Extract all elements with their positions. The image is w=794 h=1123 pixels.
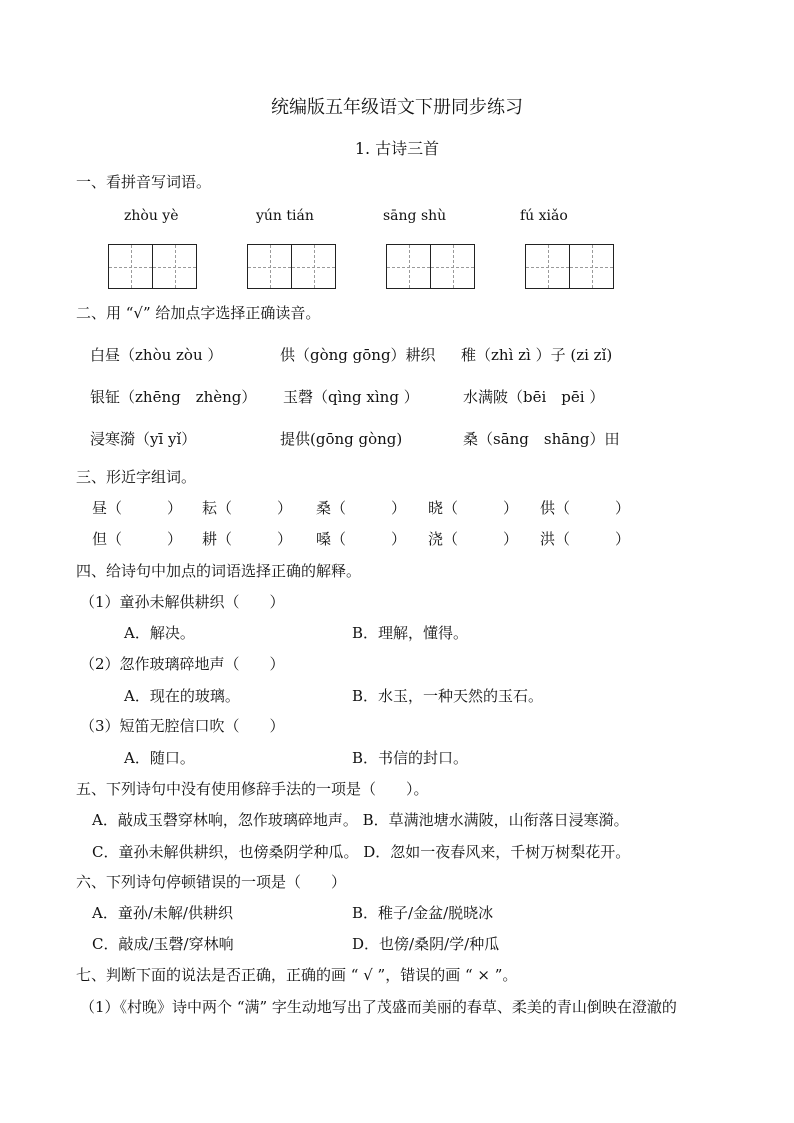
section-7-heading: 七、判断下面的说法是否正确，正确的画 “ √ ”，错误的画 “ × ”。 — [76, 966, 518, 984]
question: （1）童孙未解供耕织（ ） — [80, 593, 285, 611]
word-blank[interactable]: 昼（ ） — [92, 499, 183, 517]
section-5-heading: 五、下列诗句中没有使用修辞手法的一项是（ ）。 — [76, 780, 429, 798]
word-blank[interactable]: 晓（ ） — [428, 499, 519, 517]
option-c[interactable]: C．敲成/玉磬/穿林响 — [92, 935, 234, 953]
section-2-heading: 二、用 “√” 给加点字选择正确读音。 — [76, 304, 321, 322]
word-blank[interactable]: 耘（ ） — [202, 499, 293, 517]
writing-grid-2[interactable] — [247, 244, 337, 289]
section-6-heading: 六、下列诗句停顿错误的一项是（ ） — [76, 873, 347, 891]
option-a[interactable]: A．童孙/未解/供耕织 — [92, 904, 233, 922]
writing-grid-4[interactable] — [525, 244, 615, 289]
word-blank[interactable]: 嗓（ ） — [316, 530, 407, 548]
option-b[interactable]: B．理解，懂得。 — [352, 624, 469, 642]
section-4-heading: 四、给诗句中加点的词语选择正确的解释。 — [76, 562, 362, 580]
option-d[interactable]: D．也傍/桑阴/学/种瓜 — [352, 935, 500, 953]
pinyin-4: fú xiǎo — [520, 208, 568, 224]
word-blank[interactable]: 但（ ） — [92, 530, 183, 548]
word-blank[interactable]: 供（ ） — [540, 499, 631, 517]
option-a[interactable]: A．现在的玻璃。 — [124, 687, 240, 705]
pronunciation-item: 供（gòng gōng）耕织 — [280, 346, 436, 364]
pronunciation-item: 水满陂（bēi pēi ） — [463, 388, 605, 406]
question: （3）短笛无腔信口吹（ ） — [80, 717, 285, 735]
question: （2）忽作玻璃碎地声（ ） — [80, 655, 285, 673]
pinyin-1: zhòu yè — [124, 208, 179, 224]
lesson-subtitle: 1. 古诗三首 — [354, 139, 440, 158]
pronunciation-item: 桑（sāng shāng）田 — [463, 430, 620, 448]
judgement-item-1: （1）《村晚》诗中两个 “满” 字生动地写出了茂盛而美丽的春草、柔美的青山倒映在澄澈的 — [80, 998, 677, 1016]
word-blank[interactable]: 桑（ ） — [316, 499, 407, 517]
option-b[interactable]: B．稚子/金盆/脱晓冰 — [352, 904, 494, 922]
pronunciation-item: 稚（zhì zì ）子 (zi zǐ) — [461, 346, 613, 364]
pinyin-3: sāng shù — [383, 208, 447, 224]
pronunciation-item: 白昼（zhòu zòu ） — [90, 346, 223, 364]
option-b[interactable]: B．书信的封口。 — [352, 749, 469, 767]
pronunciation-item: 浸寒漪（yī yǐ） — [90, 430, 197, 448]
pinyin-2: yún tián — [256, 208, 314, 224]
pronunciation-item: 银钲（zhēng zhèng） — [90, 388, 257, 406]
word-blank[interactable]: 浇（ ） — [428, 530, 519, 548]
section-3-heading: 三、形近字组词。 — [76, 468, 197, 486]
writing-grid-3[interactable] — [386, 244, 476, 289]
document-title: 统编版五年级语文下册同步练习 — [271, 97, 523, 118]
pronunciation-item: 玉磬（qìng xìng ） — [283, 388, 419, 406]
choice-line[interactable]: A．敲成玉磬穿林响，忽作玻璃碎地声。 B．草满池塘水满陂，山衔落日浸寒漪。 — [92, 811, 629, 829]
writing-grid-1[interactable] — [108, 244, 198, 289]
word-blank[interactable]: 耕（ ） — [202, 530, 293, 548]
word-blank[interactable]: 洪（ ） — [540, 530, 631, 548]
choice-line[interactable]: C．童孙未解供耕织，也傍桑阴学种瓜。 D．忽如一夜春风来，千树万树梨花开。 — [92, 843, 631, 861]
pronunciation-item: 提供(gōng gòng) — [280, 430, 403, 448]
option-b[interactable]: B．水玉，一种天然的玉石。 — [352, 687, 544, 705]
option-a[interactable]: A．随口。 — [124, 749, 195, 767]
section-1-heading: 一、看拼音写词语。 — [76, 173, 212, 191]
option-a[interactable]: A．解决。 — [124, 624, 195, 642]
